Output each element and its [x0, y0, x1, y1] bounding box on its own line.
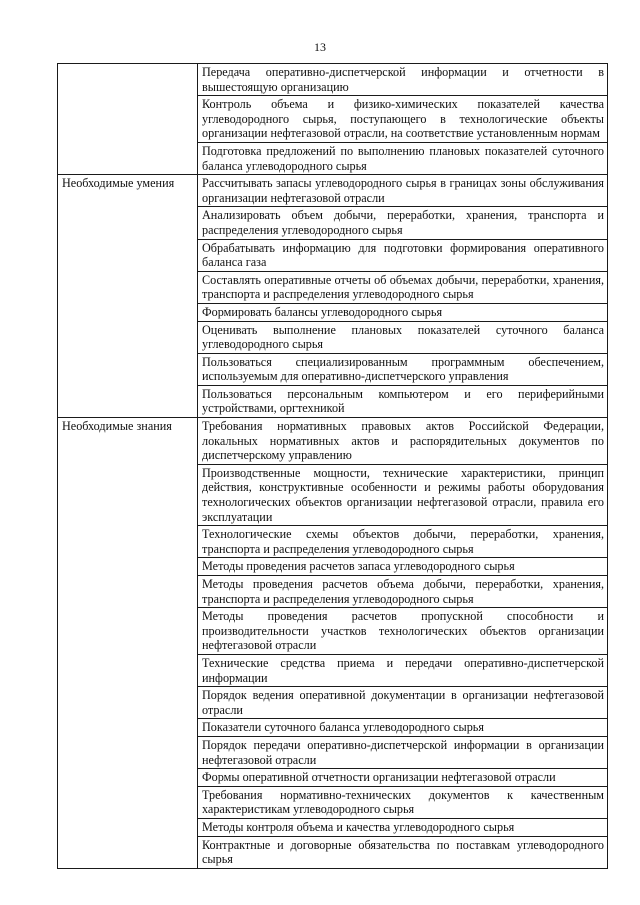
section-label: Необходимые умения	[58, 175, 198, 418]
requirement-item: Методы проведения расчетов объема добычи, переработки, хранения, транспорта и распределения углеводородного сырья	[198, 576, 608, 608]
requirement-item: Требования нормативно-технических документов к качественным характеристикам углеводородного сырья	[198, 786, 608, 818]
requirement-item: Формировать балансы углеводородного сырья	[198, 303, 608, 321]
competency-table	[57, 63, 608, 869]
section-label	[58, 64, 198, 175]
table-row	[58, 64, 608, 96]
requirement-item: Передача оперативно-диспетчерской информации и отчетности в вышестоящую организацию	[198, 64, 608, 96]
requirement-item: Обрабатывать информацию для подготовки формирования оперативного баланса газа	[198, 239, 608, 271]
requirement-item: Оценивать выполнение плановых показателей суточного баланса углеводородного сырья	[198, 321, 608, 353]
requirement-item: Составлять оперативные отчеты об объемах добычи, переработки, хранения, транспорта и распределения углеводородного сырья	[198, 271, 608, 303]
section-label: Необходимые знания	[58, 418, 198, 869]
requirement-item: Пользоваться специализированным программным обеспечением, используемым для оперативно-диспетчерского управления	[198, 353, 608, 385]
competency-table-body	[58, 64, 608, 869]
requirement-item: Методы проведения расчетов запаса углеводородного сырья	[198, 558, 608, 576]
requirement-item: Технические средства приема и передачи оперативно-диспетчерской информации	[198, 654, 608, 686]
requirement-item: Рассчитывать запасы углеводородного сырья в границах зоны обслуживания организации нефтегазовой отрасли	[198, 175, 608, 207]
table-row	[58, 175, 608, 207]
requirement-item: Требования нормативных правовых актов Российской Федерации, локальных нормативных актов и распорядительных документов по диспетчерскому управлению	[198, 418, 608, 465]
requirement-item: Пользоваться персональным компьютером и его периферийными устройствами, оргтехникой	[198, 385, 608, 417]
table-row	[58, 418, 608, 465]
requirement-item: Технологические схемы объектов добычи, переработки, хранения, транспорта и распределения углеводородного сырья	[198, 526, 608, 558]
requirement-item: Производственные мощности, технические характеристики, принцип действия, конструктивные особенности и режимы работы оборудования технологических объектов организации нефтегазовой отрасли, правила его эксплуатации	[198, 464, 608, 525]
requirement-item: Методы проведения расчетов пропускной способности и производительности участков технологических объектов организации нефтегазовой отрасли	[198, 608, 608, 655]
requirement-item: Порядок передачи оперативно-диспетчерской информации в организации нефтегазовой отрасли	[198, 736, 608, 768]
requirement-item: Показатели суточного баланса углеводородного сырья	[198, 719, 608, 737]
requirement-item: Контроль объема и физико-химических показателей качества углеводородного сырья, поступающего в технологические объекты организации нефтегазовой отрасли, на соответствие установленным нормам	[198, 96, 608, 143]
requirement-item: Формы оперативной отчетности организации нефтегазовой отрасли	[198, 769, 608, 787]
requirement-item: Подготовка предложений по выполнению плановых показателей суточного баланса углеводородного сырья	[198, 142, 608, 174]
requirement-item: Методы контроля объема и качества углеводородного сырья	[198, 818, 608, 836]
requirement-item: Контрактные и договорные обязательства по поставкам углеводородного сырья	[198, 836, 608, 868]
requirement-item: Порядок ведения оперативной документации в организации нефтегазовой отрасли	[198, 687, 608, 719]
page-number: 13	[314, 40, 326, 54]
requirement-item: Анализировать объем добычи, переработки, хранения, транспорта и распределения углеводородного сырья	[198, 207, 608, 239]
